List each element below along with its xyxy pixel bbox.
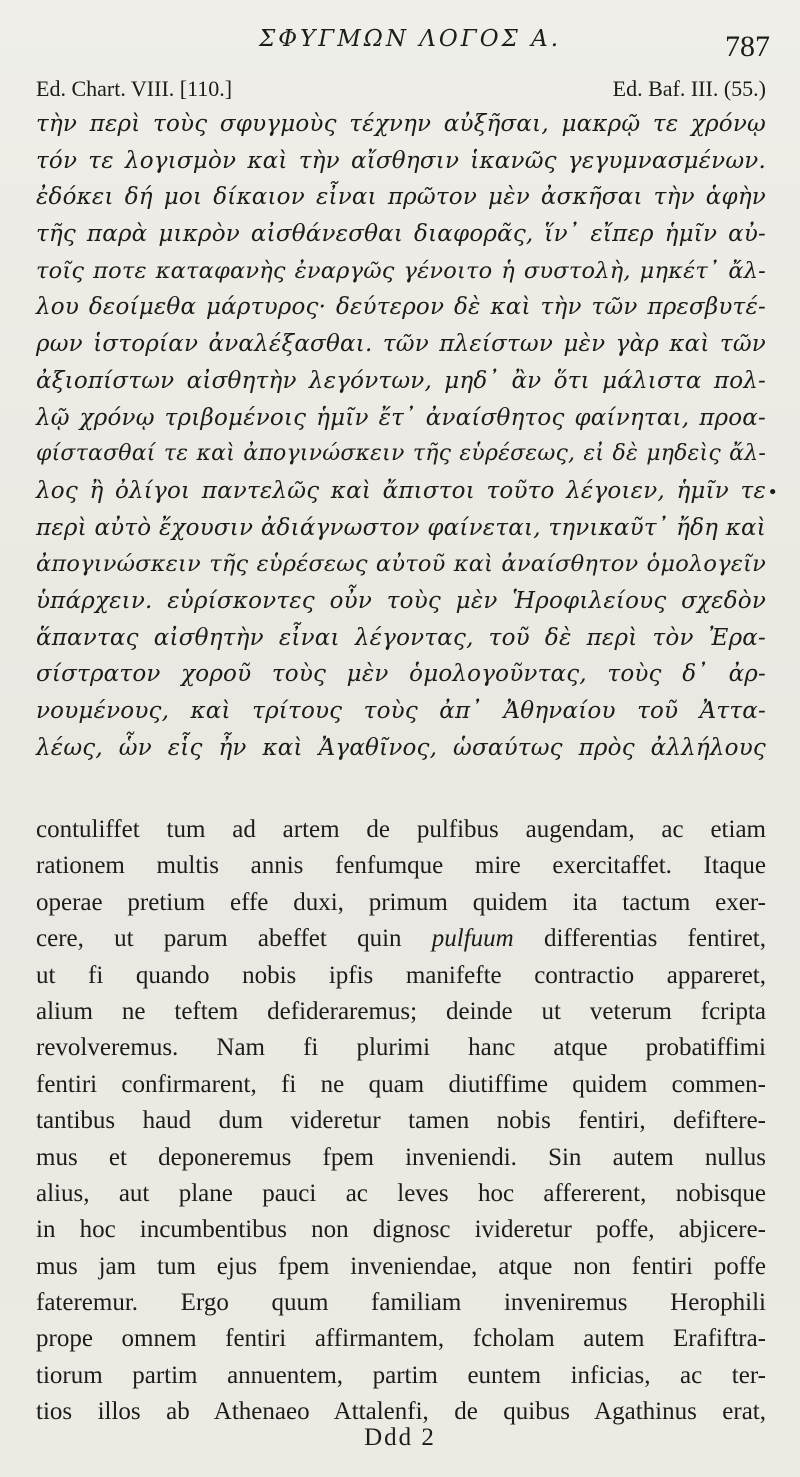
- latin-text-line: revolveremus. Nam fi plurimi hanc atque probatiffimi: [36, 1034, 766, 1062]
- greek-text-line: τῆς παρὰ μικρὸν αἰσθάνεσθαι διαφορᾶς, ἵν᾽ εἴπερ ἡμῖν αὐ-: [36, 221, 766, 248]
- latin-text-line: prope omnem fentiri affirmantem, fcholam autem Erafiftra-: [36, 1325, 766, 1353]
- greek-text-line: περὶ αὐτὸ ἔχουσιν ἀδιάγνωστον φαίνεται, τηνικαῦτ᾽ ἤδη καὶ: [36, 514, 766, 541]
- greek-text-line: σίστρατον χοροῦ τοὺς μὲν ὁμολογοῦντας, τοὺς δ᾽ ἀρ-: [36, 661, 766, 688]
- greek-text-line: λος ἢ ὀλίγοι παντελῶς καὶ ἄπιστοι τοῦτο λέγοιεν, ἡμῖν τε: [36, 477, 766, 504]
- latin-text-line: operae pretium effe duxi, primum quidem ita tactum exer-: [36, 888, 766, 916]
- latin-text-line: tios illos ab Athenaeo Attalenfi, de quibus Agathinus erat,: [36, 1398, 766, 1426]
- latin-text-line: tiorum partim annuentem, partim euntem inficias, ac ter-: [36, 1361, 766, 1389]
- greek-text-line: λῷ χρόνῳ τριβομένοις ἡμῖν ἔτ᾽ ἀναίσθητος φαίνηται, προα-: [36, 404, 766, 431]
- latin-text-line: rationem multis annis fenfumque mire exercitaffet. Itaque: [36, 852, 766, 880]
- italic-word: pulfuum: [431, 925, 514, 953]
- greek-text-line: ρων ἱστορίαν ἀναλέξασθαι. τῶν πλείστων μὲν γὰρ καὶ τῶν: [36, 331, 766, 358]
- latin-text-line: alius, aut plane pauci ac leves hoc affererent, nobisque: [36, 1179, 766, 1207]
- greek-text-line: ἐδόκει δή μοι δίκαιον εἶναι πρῶτον μὲν ἀσκῆσαι τὴν ἁφὴν: [36, 184, 766, 211]
- greek-text-line: λου δεοίμεθα μάρτυρος· δεύτερον δὲ καὶ τὴν τῶν πρεσβυτέ-: [36, 294, 766, 321]
- edition-basel-reference: Ed. Baf. III. (55.): [612, 76, 766, 101]
- latin-text-line: cere, ut parum abeffet quin pulfuum differentias fentiret,: [36, 925, 766, 953]
- greek-text-line: φίστασθαί τε καὶ ἀπογινώσκειν τῆς εὑρέσεως, εἰ δὲ μηδεὶς ἄλ-: [36, 441, 766, 467]
- edition-references: [36, 76, 766, 102]
- greek-text-line: ἀξιοπίστων αἰσθητὴν λεγόντων, μηδ᾽ ἂν ὅτι μάλιστα πολ-: [36, 367, 766, 394]
- running-title: ΣΦΥΓΜΩΝ ΛΟΓΟΣ Α.: [258, 26, 562, 52]
- latin-text-line: mus et deponeremus fpem inveniendi. Sin autem nullus: [36, 1143, 766, 1171]
- greek-text-line: τὴν περὶ τοὺς σφυγμοὺς τέχνην αὐξῆσαι, μακρῷ τε χρόνῳ: [36, 111, 766, 137]
- latin-text-line: alium ne teftem defideraremus; deinde ut veterum fcripta: [36, 997, 766, 1025]
- greek-text-line: λέως, ὧν εἷς ἦν καὶ Ἀγαθῖνος, ὡσαύτως πρὸς ἀλλήλους: [36, 734, 766, 761]
- latin-text-line: fentiri confirmarent, fi ne quam diutiffime quidem commen-: [36, 1070, 766, 1098]
- latin-text-block: [36, 812, 766, 1431]
- greek-text-line: νουμένους, καὶ τρίτους τοὺς ἀπ᾽ Ἀθηναίου τοῦ Ἀττα-: [36, 698, 766, 724]
- latin-text-line: fateremur. Ergo quum familiam inveniremus Herophili: [36, 1289, 766, 1317]
- page-number: 787: [725, 30, 770, 63]
- greek-text-block: [36, 106, 766, 766]
- greek-text-line: ἀπογινώσκειν τῆς εὑρέσεως αὐτοῦ καὶ ἀναίσθητον ὁμολογεῖν: [36, 551, 766, 578]
- greek-text-line: ἅπαντας αἰσθητὴν εἶναι λέγοντας, τοῦ δὲ περὶ τὸν Ἐρα-: [36, 624, 766, 651]
- latin-text-line: tantibus haud dum videretur tamen nobis fentiri, defiftere-: [36, 1107, 766, 1135]
- ink-speck: •: [767, 482, 778, 503]
- edition-chartier-reference: Ed. Chart. VIII. [110.]: [36, 76, 233, 101]
- greek-text-line: τόν τε λογισμὸν καὶ τὴν αἴσθησιν ἱκανῶς γεγυμνασμένων.: [36, 147, 766, 174]
- greek-text-line: ὑπάρχειν. εὑρίσκοντες οὖν τοὺς μὲν Ἡροφιλείους σχεδὸν: [36, 587, 766, 614]
- latin-text-line: ut fi quando nobis ipfis manifefte contractio appareret,: [36, 961, 766, 989]
- greek-text-line: τοῖς ποτε καταφανὴς ἐναργῶς γένοιτο ἡ συστολὴ, μηκέτ᾽ ἄλ-: [36, 257, 766, 284]
- latin-text-line: in hoc incumbentibus non dignosc ivideretur poffe, abjicere-: [36, 1216, 766, 1244]
- signature-mark: Ddd 2: [364, 1424, 436, 1451]
- latin-text-line: contuliffet tum ad artem de pulfibus augendam, ac etiam: [36, 816, 766, 843]
- latin-text-line: mus jam tum ejus fpem inveniendae, atque non fentiri poffe: [36, 1252, 766, 1280]
